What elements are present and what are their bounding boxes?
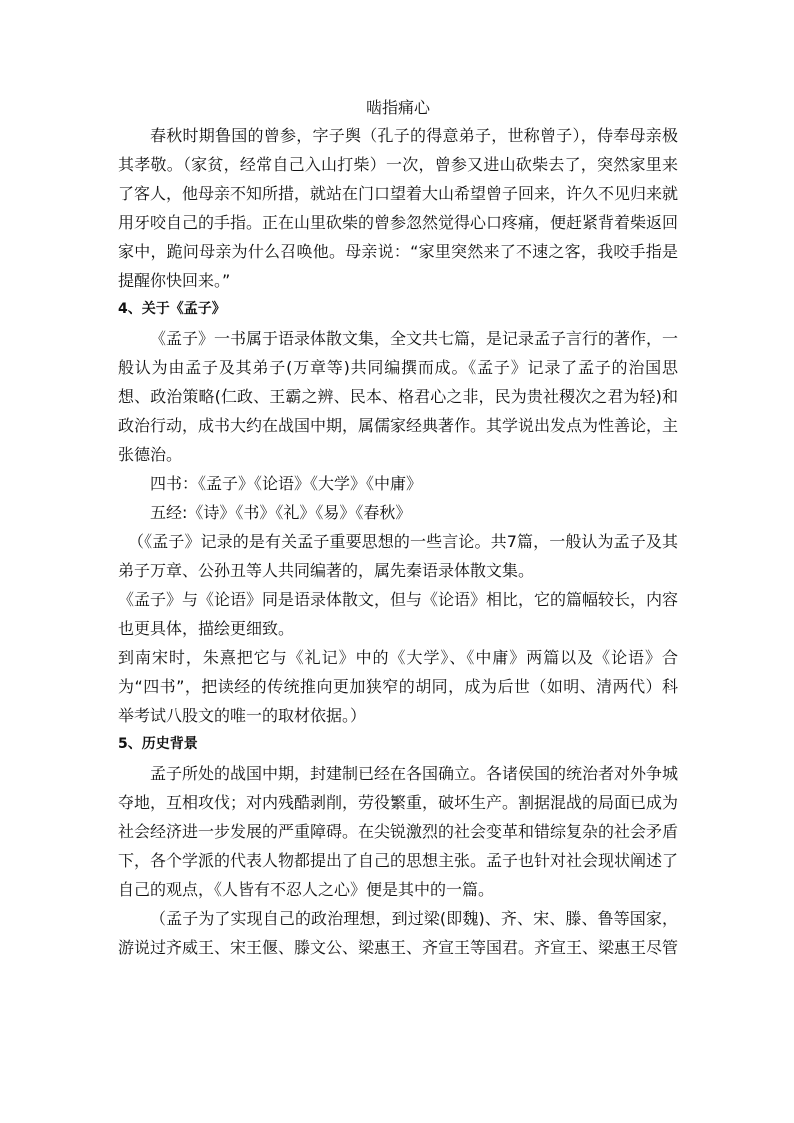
story-paragraph: 春秋时期鲁国的曾参，字子舆（孔子的得意弟子，世称曾子），侍奉母亲极其孝敬。（家贫，经常自己入山打柴）一次，曾参又进山砍柴去了，突然家里来了客人，他母亲不知所措，就站在门口望着大山希望曾子回来，许久不见归来就用牙咬自己的手指。正在山里砍柴的曾参忽然觉得心口疼痛，便赶紧背着柴返回家中，跪问母亲为什么召唤他。母亲说：“家里突然来了不速之客，我咬手指是提醒你快回来。” (118, 126, 679, 290)
section-4-paragraph: 《孟子》一书属于语录体散文集，全文共七篇，是记录孟子言行的著作，一般认为由孟子及其弟子(万章等)共同编撰而成。《孟子》记录了孟子的治国思想、政治策略(仁政、王霸之辨、民本、格君心之非，民为贵社稷次之君为轻)和政治行动，成书大约在战国中期，属儒家经典著作。其学说出发点为性善论，主张德治。 (118, 329, 679, 464)
section-5-heading: 5、历史背景 (118, 736, 198, 752)
section-5-paragraph: 孟子所处的战国中期，封建制已经在各国确立。各诸侯国的统治者对外争城夺地，互相攻伐；对内残酷剥削，劳役繁重，破坏生产。割据混战的局面已成为社会经济进一步发展的严重障碍。在尖锐激烈的社会变革和错综复杂的社会矛盾下，各个学派的代表人物都提出了自己的思想主张。孟子也针对社会现状阐述了自己的观点，《人皆有不忍人之心》便是其中的一篇。 (118, 764, 679, 899)
four-books-line: 四书：《孟子》《论语》《大学》《中庸》 (150, 474, 423, 493)
last-paragraph: （孟子为了实现自己的政治理想，到过梁(即魏)、齐、宋、滕、鲁等国家，游说过齐威王、宋王偃、滕文公、梁惠王、齐宣王等国君。齐宣王、梁惠王尽管 (118, 909, 679, 957)
note-paragraph-1: （《孟子》记录的是有关孟子重要思想的一些言论。共7篇，一般认为孟子及其弟子万章、公孙丑等人共同编著的，属先秦语录体散文集。 (118, 532, 678, 580)
document-body (118, 94, 678, 962)
section-4-heading: 4、关于《孟子》 (118, 301, 226, 317)
note-paragraph-2: 《孟子》与《论语》同是语录体散文，但与《论语》相比，它的篇幅较长，内容也更具体，描绘更细致。 (118, 590, 679, 638)
note-paragraph-3: 到南宋时，朱熹把它与《礼记》中的《大学》、《中庸》两篇以及《论语》合为“四书”，把读经的传统推向更加狭窄的胡同，成为后世（如明、清两代）科举考试八股文的唯一的取材依据。） (118, 648, 678, 725)
five-classics-line: 五经:《诗》《书》《礼》《易》《春秋》 (150, 503, 412, 522)
story-title: 啮指痛心 (365, 98, 430, 117)
